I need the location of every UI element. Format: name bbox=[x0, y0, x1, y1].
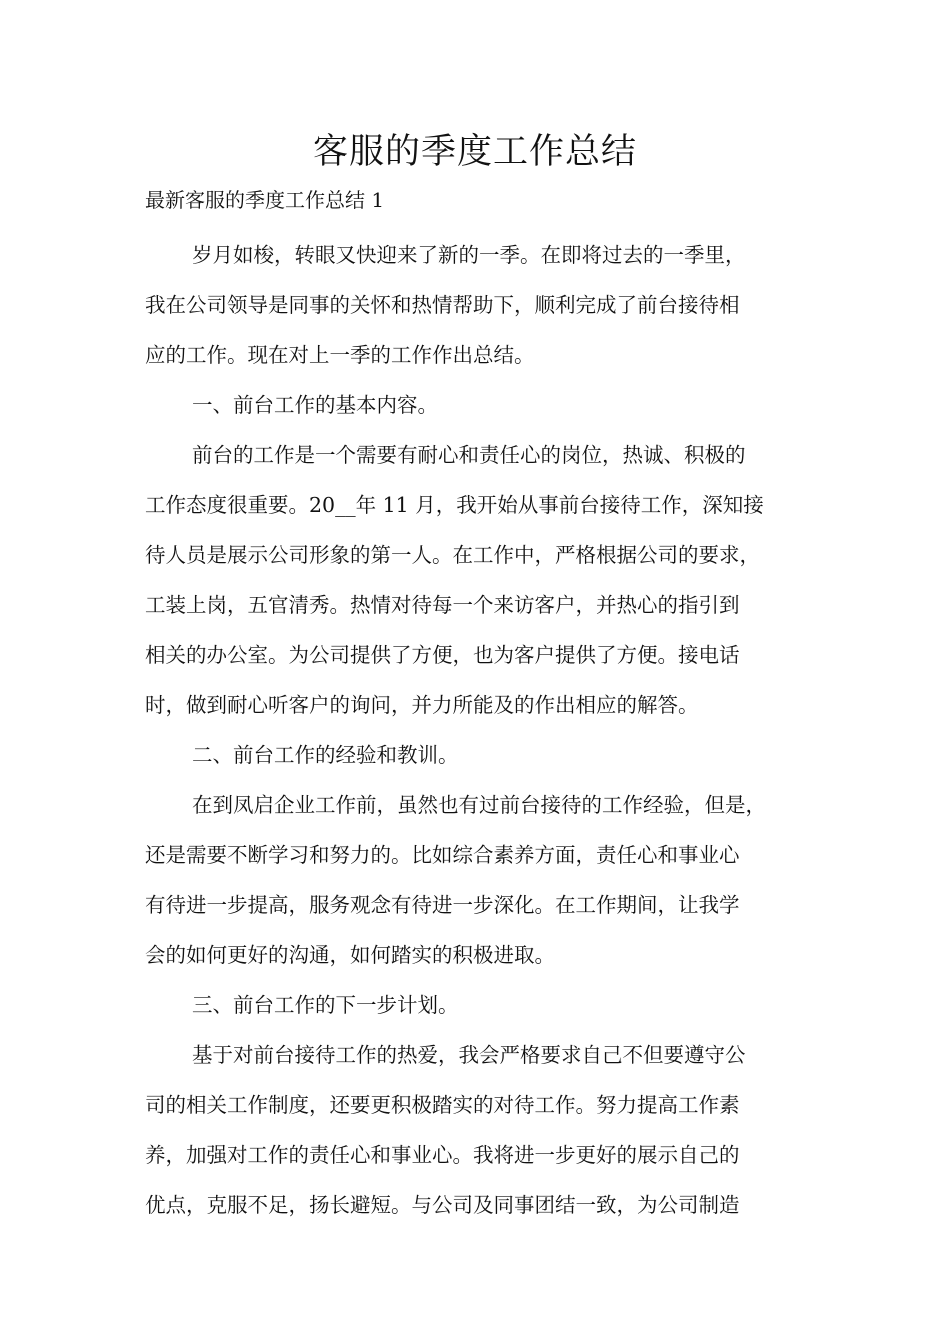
text-line: 优点，克服不足，扬长避短。与公司及同事团结一致，为公司制造 bbox=[145, 1193, 740, 1217]
text-line: 相关的办公室。为公司提供了方便，也为客户提供了方便。接电话 bbox=[145, 643, 740, 667]
text-line: 岁月如梭，转眼又快迎来了新的一季。在即将过去的一季里， bbox=[192, 243, 746, 267]
section-heading: 一、前台工作的基本内容。 bbox=[192, 393, 438, 417]
section-heading: 二、前台工作的经验和教训。 bbox=[192, 743, 459, 767]
text-line: 前台的工作是一个需要有耐心和责任心的岗位，热诚、积极的 bbox=[192, 443, 746, 467]
text-line: 待人员是展示公司形象的第一人。在工作中，严格根据公司的要求， bbox=[145, 543, 760, 567]
text-line: 应的工作。现在对上一季的工作作出总结。 bbox=[145, 343, 535, 367]
text-line: 还是需要不断学习和努力的。比如综合素养方面，责任心和事业心 bbox=[145, 843, 740, 867]
text-line: 工装上岗，五官清秀。热情对待每一个来访客户，并热心的指引到 bbox=[145, 593, 740, 617]
text-line: 养，加强对工作的责任心和事业心。我将进一步更好的展示自己的 bbox=[145, 1143, 740, 1167]
document-body bbox=[145, 230, 805, 1230]
section-heading: 三、前台工作的下一步计划。 bbox=[192, 993, 459, 1017]
text-line: 司的相关工作制度，还要更积极踏实的对待工作。努力提高工作素 bbox=[145, 1093, 740, 1117]
text-line: 工作态度很重要。20__年 11 月，我开始从事前台接待工作，深知接 bbox=[145, 493, 764, 517]
text-line: 基于对前台接待工作的热爱，我会严格要求自己不但要遵守公 bbox=[192, 1043, 746, 1067]
text-line: 会的如何更好的沟通，如何踏实的积极进取。 bbox=[145, 943, 555, 967]
text-line: 有待进一步提高，服务观念有待进一步深化。在工作期间，让我学 bbox=[145, 893, 740, 917]
document-subtitle: 最新客服的季度工作总结 1 bbox=[145, 188, 385, 212]
text-line: 在到凤启企业工作前，虽然也有过前台接待的工作经验，但是， bbox=[192, 793, 766, 817]
document-title: 客服的季度工作总结 bbox=[312, 132, 637, 172]
text-line: 我在公司领导是同事的关怀和热情帮助下，顺利完成了前台接待相 bbox=[145, 293, 740, 317]
text-line: 时，做到耐心听客户的询问，并力所能及的作出相应的解答。 bbox=[145, 693, 699, 717]
